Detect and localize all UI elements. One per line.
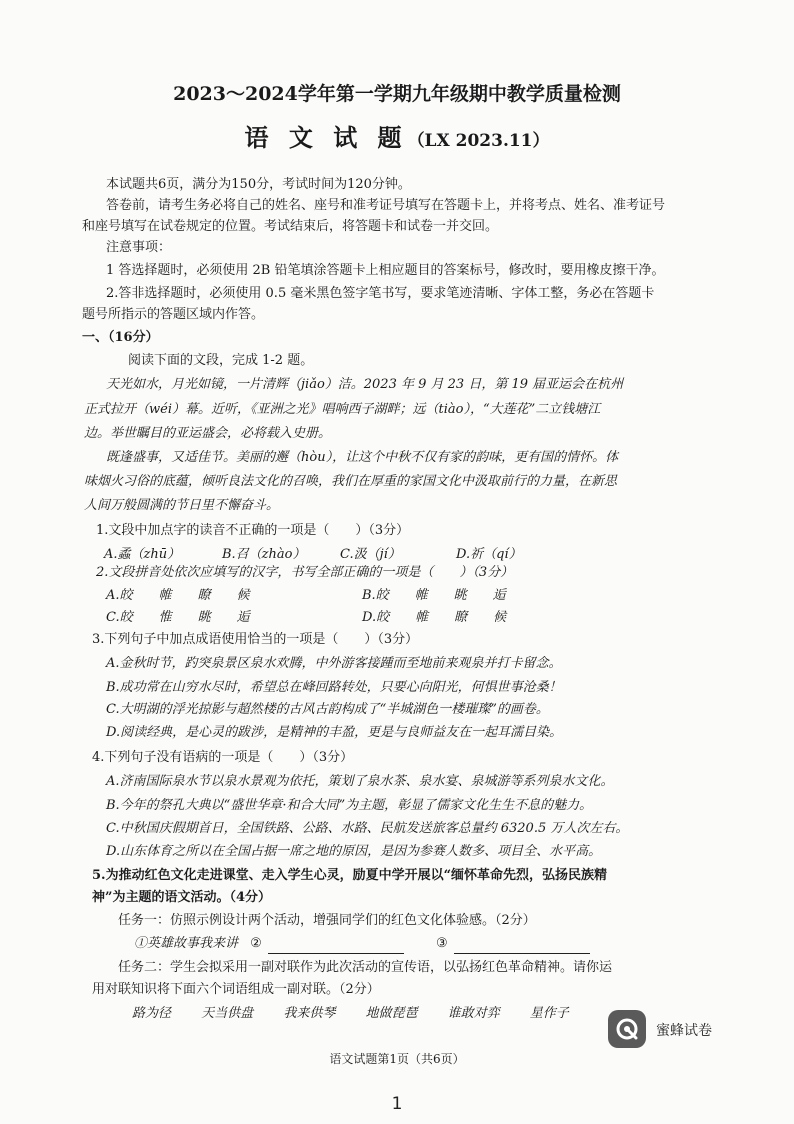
q5-task-1: 任务一：仿照示例设计两个活动，增强同学们的红色文化体验感。（2分） <box>118 913 536 928</box>
q4-option-a: A.济南国际泉水节以泉水景观为依托，策划了泉水茶、泉水宴、泉城游等系列泉水文化。 <box>106 774 614 789</box>
q2-option-a: A.皎 帷 瞭 候 <box>106 588 250 603</box>
q5-word: 星作子 <box>529 1006 569 1021</box>
q1-option-d: D.祈（qí） <box>456 547 522 562</box>
notice-2b: 题号所指示的答题区域内作答。 <box>82 307 265 322</box>
q2-option-c: C.皎 惟 眺 逅 <box>106 610 250 625</box>
page-number: 1 <box>391 1094 403 1114</box>
q5-task-2a: 任务二：学生会拟采用一副对联作为此次活动的宣传语，以弘扬红色革命精神。请你运 <box>118 960 613 975</box>
notice-heading: 注意事项： <box>106 240 172 255</box>
q5-word: 地做琵琶 <box>365 1006 418 1021</box>
q5-blank-label-3: ③ <box>435 936 448 951</box>
q5-blank-label-2: ② <box>250 936 262 951</box>
section-prompt: 阅读下面的文段，完成 1-2 题。 <box>128 353 314 368</box>
q2-option-d: D.皎 帷 瞭 候 <box>362 610 507 625</box>
passage-1c: 边。举世瞩目的亚运盛会，必将载入史册。 <box>84 426 332 441</box>
q3-option-a: A.金秋时节，趵突泉景区泉水欢腾，中外游客接踵而至地前来观泉并打卡留念。 <box>106 656 562 671</box>
notice-1: 1 答选择题时，必须使用 2B 铅笔填涂答题卡上相应题目的答案标号，修改时，要用橡皮擦干净。 <box>106 263 665 278</box>
q4-option-d: D.山东体育之所以在全国占据一席之地的原因，是因为参赛人数多、项目全、水平高。 <box>106 844 602 859</box>
passage-2c: 人间万般圆满的节日里不懈奋斗。 <box>84 498 280 513</box>
q5-example-row <box>134 934 590 954</box>
exam-title: 2023～2024学年第一学期九年级期中教学质量检测 <box>173 83 621 105</box>
q5-word-list <box>132 1004 595 1024</box>
page-footer: 语文试题第1页（共6页） <box>329 1052 465 1066</box>
brand-logo-icon <box>608 1010 646 1048</box>
q5-example-1: ①英雄故事我来讲 <box>134 936 239 951</box>
passage-2b: 味烟火习俗的底蕴，倾听良法文化的召唤，我们在厚重的家国文化中汲取前行的力量，在新思 <box>84 474 618 489</box>
q5-stem-2: 神”为主题的语文活动。（4分） <box>92 890 272 905</box>
subject-title <box>0 123 794 152</box>
q4-option-c: C.中秋国庆假期首日，全国铁路、公路、水路、民航发送旅客总量约 6320.5 万人次左右。 <box>106 821 629 836</box>
intro-line-1: 本试题共6页，满分为150分，考试时间为120分钟。 <box>106 177 411 192</box>
q3-stem: 3.下列句子中加点成语使用恰当的一项是（ ）（3分） <box>92 632 419 647</box>
intro-line-3: 和座号填写在试卷规定的位置。考试结束后，将答题卡和试卷一并交回。 <box>82 219 499 234</box>
q1-option-a: A.蟊（zhū） <box>104 547 181 562</box>
q1-stem: 1.文段中加点字的读音不正确的一项是（ ）（3分） <box>96 523 410 538</box>
subject-name: 语 文 试 题 <box>244 123 408 152</box>
q4-stem: 4.下列句子没有语病的一项是（ ）（3分） <box>92 750 354 765</box>
q3-option-c: C.大明湖的浮光掠影与超然楼的古风古韵构成了“半城湖色一楼璀璨”的画卷。 <box>106 702 549 717</box>
section-heading: 一、（16分） <box>82 330 159 345</box>
passage-1a: 天光如水，月光如镜，一片清辉（jiǎo）洁。2023 年 9 月 23 日，第 19 届亚运会在杭州 <box>106 377 624 392</box>
q5-answer-blank-3[interactable] <box>454 941 590 954</box>
exam-code: （LX 2023.11） <box>407 131 550 151</box>
q5-stem-1: 5.为推动红色文化走进课堂、走入学生心灵，励夏中学开展以“缅怀革命先烈，弘扬民族精 <box>92 868 608 883</box>
q5-answer-blank-2[interactable] <box>268 941 404 954</box>
q1-option-c: C.汲（jí） <box>340 547 401 562</box>
q5-task-2b: 用对联知识将下面六个词语组成一副对联。（2分） <box>92 982 380 997</box>
brand-name: 蜜蜂试卷 <box>656 1023 712 1039</box>
q1-option-b: B.召（zhào） <box>222 547 306 562</box>
q5-word: 天当供盘 <box>201 1006 254 1021</box>
q4-option-b: B.今年的祭孔大典以“盛世华章·和合大同”为主题，彰显了儒家文化生生不息的魅力。 <box>106 798 593 813</box>
q5-word: 我来供琴 <box>283 1006 336 1021</box>
q3-option-b: B.成功常在山穷水尽时，希望总在峰回路转处，只要心向阳光，何惧世事沧桑！ <box>106 680 562 695</box>
passage-2a: 既逢盛事，又适佳节。美丽的邂（hòu），让这个中秋不仅有家的韵味，更有国的情怀。体 <box>106 450 619 465</box>
q3-option-d: D.阅读经典，是心灵的跋涉，是精神的丰盈，更是与良师益友在一起耳濡目染。 <box>106 725 563 740</box>
q5-word: 路为径 <box>132 1006 172 1021</box>
intro-line-2: 答卷前，请考生务必将自己的姓名、座号和准考证号填写在答题卡上，并将考点、姓名、准考证号 <box>106 198 666 213</box>
q2-stem: 2.文段拼音处依次应填写的汉字，书写全部正确的一项是（ ）（3分） <box>96 565 514 580</box>
notice-2a: 2.答非选择题时，必须使用 0.5 毫米黑色签字笔书写，要求笔迹清晰、字体工整，务必在答题卡 <box>106 286 655 301</box>
passage-1b: 正式拉开（wéi）幕。近听，《亚洲之光》唱响西子湖畔；远（tiào），“大莲花”二立钱塘江 <box>84 402 601 417</box>
q2-option-b: B.皎 帷 眺 逅 <box>362 588 506 603</box>
q5-word: 谁敢对弈 <box>447 1006 500 1021</box>
